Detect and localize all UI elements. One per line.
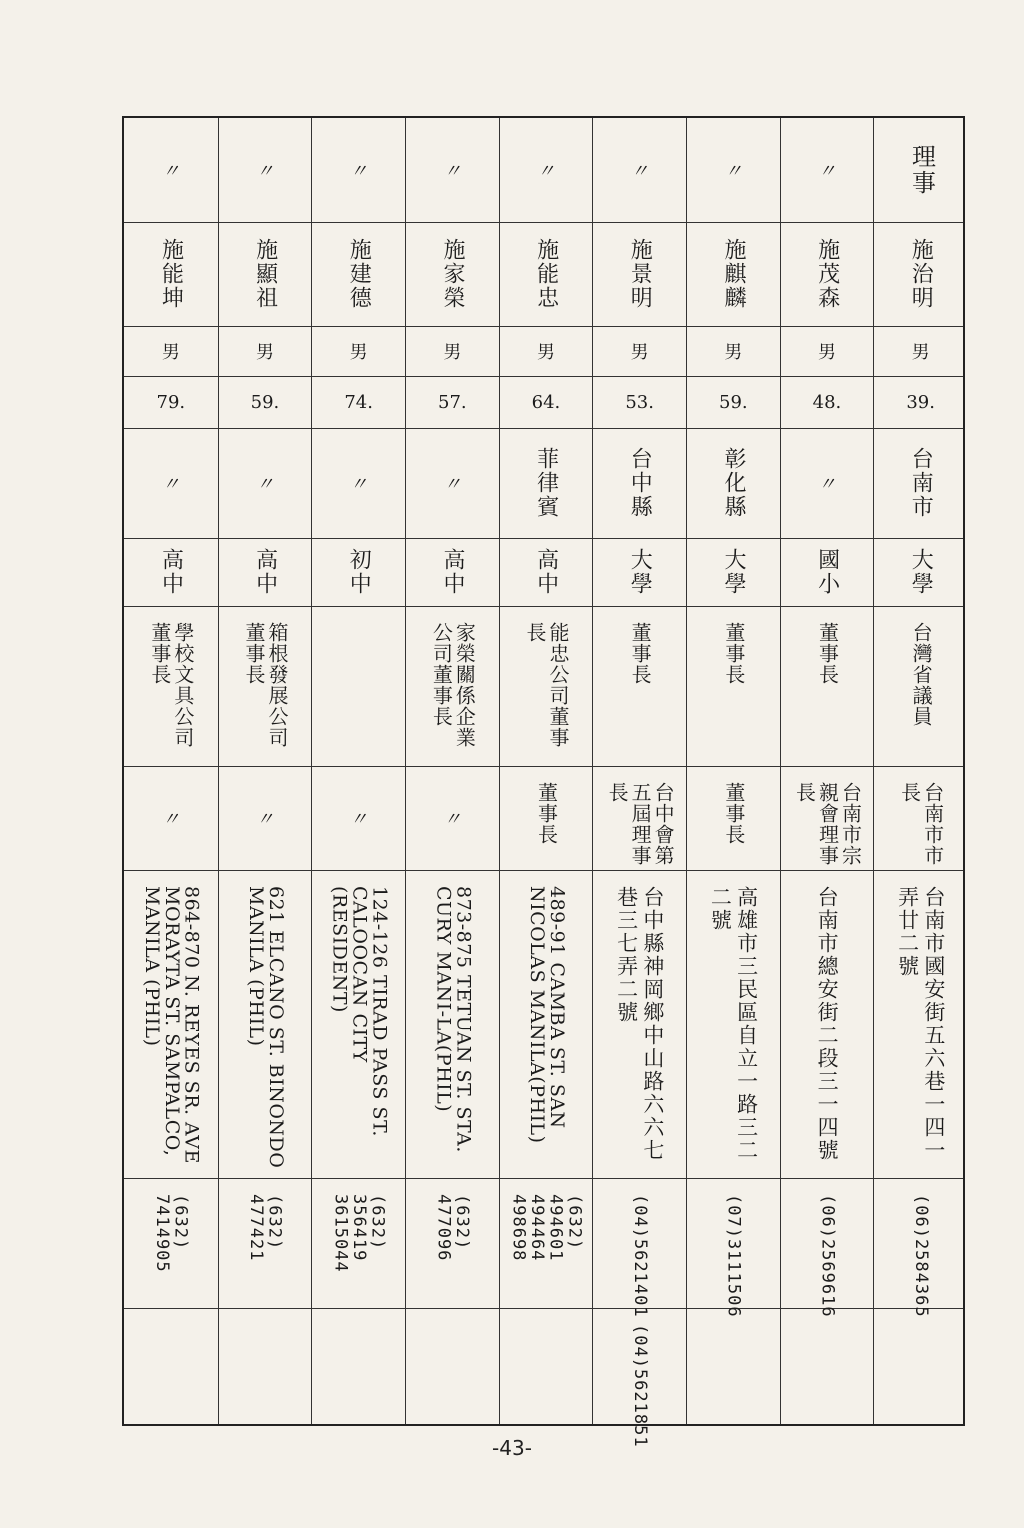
cell-address [781, 870, 874, 1178]
position-text: 台南市宗親會理事長 [792, 782, 863, 866]
sex-text: 男 [161, 342, 180, 363]
cell-age [124, 376, 218, 428]
table-column [405, 118, 499, 1424]
cell-position [593, 766, 686, 870]
cell-occupation [312, 606, 405, 766]
position-text: 〃 [255, 809, 274, 830]
cell-education [219, 538, 312, 606]
cell-age [874, 376, 967, 428]
address-text: 621 ELCANO ST. BINONDO MANILA (PHIL) [244, 886, 287, 1169]
cell-position [500, 766, 593, 870]
native-text: 〃 [161, 474, 180, 495]
cell-title [500, 118, 593, 222]
cell-native [219, 428, 312, 538]
cell-sex [124, 326, 218, 376]
position-text: 董事長 [721, 782, 746, 845]
position-text: 〃 [161, 809, 180, 830]
phone-text: (06)2584365 [911, 1194, 931, 1318]
cell-position [687, 766, 780, 870]
cell-title [406, 118, 499, 222]
phone-text: (632) 356419 3615044 [330, 1194, 388, 1273]
cell-phone [593, 1178, 686, 1318]
native-text: 彰化縣 [720, 447, 746, 519]
cell-sex [406, 326, 499, 376]
cell-age [500, 376, 593, 428]
name-text: 施麒麟 [720, 238, 746, 310]
cell-education [781, 538, 874, 606]
cell-sex [312, 326, 405, 376]
education-text: 高中 [158, 548, 184, 596]
phone-text: (07)3111506 [723, 1194, 744, 1318]
position-text: 董事長 [534, 782, 559, 845]
title-text: 〃 [161, 161, 180, 182]
native-text: 台南市 [908, 447, 934, 519]
cell-phone [124, 1178, 218, 1308]
education-text: 大學 [720, 548, 746, 596]
cell-address [124, 870, 218, 1178]
occupation-text: 台灣省議員 [909, 622, 934, 727]
table-column [780, 118, 874, 1424]
table-column [311, 118, 405, 1424]
name-text: 施建德 [346, 238, 372, 310]
cell-sex [500, 326, 593, 376]
cell-native [593, 428, 686, 538]
title-text: 〃 [817, 161, 836, 182]
title-text: 〃 [349, 161, 368, 182]
cell-native [781, 428, 874, 538]
table-column [218, 118, 312, 1424]
table-column [873, 118, 967, 1424]
address-text: 489-91 CAMBA ST. SAN NICOLAS MANILA(PHIL) [525, 886, 568, 1144]
address-text: 864-870 N. REYES SR. AVE MORAYTA ST. SAMPALCO, MANILA (PHIL) [140, 886, 203, 1164]
page-number: -43- [492, 1436, 532, 1460]
cell-address [406, 870, 499, 1178]
address-text: 台南市總安街二段三一四號 [815, 886, 840, 1162]
cell-title [219, 118, 312, 222]
cell-native [312, 428, 405, 538]
cell-sex [781, 326, 874, 376]
age-text: 74. [344, 391, 373, 413]
phone-text: (632) 7414905 [151, 1194, 191, 1273]
name-text: 施家榮 [439, 238, 465, 310]
cell-sex [874, 326, 967, 376]
name-text: 施能坤 [158, 238, 184, 310]
cell-extra [687, 1308, 780, 1428]
cell-native [124, 428, 218, 538]
cell-age [593, 376, 686, 428]
address-text: 台南市國安街五六巷一四一弄廿二號 [895, 886, 946, 1162]
cell-name [874, 222, 967, 326]
cell-address [219, 870, 312, 1178]
table-column [592, 118, 686, 1448]
cell-address [312, 870, 405, 1178]
cell-phone [874, 1178, 967, 1318]
title-text: 〃 [630, 161, 649, 182]
cell-sex [219, 326, 312, 376]
position-text: 台南市市長 [897, 782, 945, 866]
name-text: 施茂森 [814, 238, 840, 310]
sex-text: 男 [443, 342, 462, 363]
title-text: 〃 [255, 161, 274, 182]
cell-address [687, 870, 780, 1178]
cell-name [500, 222, 593, 326]
cell-extra [124, 1308, 218, 1428]
occupation-text: 董事長 [815, 622, 840, 685]
cell-occupation [219, 606, 312, 766]
cell-phone [687, 1178, 780, 1318]
age-text: 57. [438, 391, 467, 413]
cell-position [781, 766, 874, 870]
native-text: 〃 [817, 474, 836, 495]
cell-extra [500, 1308, 593, 1428]
occupation-text: 家榮關係企業公司董事長 [429, 622, 477, 748]
native-text: 菲律賓 [533, 447, 559, 519]
cell-position [124, 766, 218, 870]
occupation-text: 董事長 [628, 622, 653, 685]
native-text: 台中縣 [627, 447, 653, 519]
cell-native [687, 428, 780, 538]
address-text: 873-875 TETUAN ST. STA. CURY MANI-LA(PHIL) [432, 886, 475, 1153]
cell-name [124, 222, 218, 326]
cell-position [406, 766, 499, 870]
cell-title [593, 118, 686, 222]
cell-title [687, 118, 780, 222]
cell-phone [312, 1178, 405, 1308]
native-text: 〃 [443, 474, 462, 495]
sex-text: 男 [255, 342, 274, 363]
cell-position [874, 766, 967, 870]
cell-age [687, 376, 780, 428]
cell-extra [219, 1308, 312, 1428]
cell-education [874, 538, 967, 606]
cell-education [312, 538, 405, 606]
cell-name [312, 222, 405, 326]
sex-text: 男 [630, 342, 649, 363]
cell-address [593, 870, 686, 1178]
cell-extra [406, 1308, 499, 1428]
cell-name [219, 222, 312, 326]
cell-extra [593, 1308, 686, 1448]
cell-native [500, 428, 593, 538]
cell-extra [312, 1308, 405, 1428]
education-text: 高中 [533, 548, 559, 596]
table-column [499, 118, 593, 1424]
cell-title [781, 118, 874, 222]
extra-text: (04)5621851 [630, 1324, 650, 1448]
cell-name [406, 222, 499, 326]
education-text: 國小 [814, 548, 840, 596]
sex-text: 男 [817, 342, 836, 363]
education-text: 大學 [908, 548, 934, 596]
sex-text: 男 [911, 342, 930, 363]
cell-title [124, 118, 218, 222]
education-text: 高中 [252, 548, 278, 596]
cell-sex [593, 326, 686, 376]
cell-address [500, 870, 593, 1178]
name-text: 施治明 [908, 238, 934, 310]
position-text: 〃 [349, 809, 368, 830]
cell-occupation [874, 606, 967, 766]
cell-age [312, 376, 405, 428]
cell-occupation [593, 606, 686, 766]
cell-occupation [500, 606, 593, 766]
native-text: 〃 [255, 474, 274, 495]
cell-education [687, 538, 780, 606]
occupation-text: 能忠公司董事長 [522, 622, 570, 748]
cell-position [219, 766, 312, 870]
cell-occupation [687, 606, 780, 766]
cell-age [406, 376, 499, 428]
cell-address [874, 870, 967, 1178]
cell-extra [874, 1308, 967, 1428]
phone-text: (632) 477096 [433, 1194, 473, 1262]
sex-text: 男 [536, 342, 555, 363]
cell-occupation [406, 606, 499, 766]
cell-name [593, 222, 686, 326]
age-text: 59. [250, 391, 280, 413]
cell-phone [219, 1178, 312, 1308]
cell-native [406, 428, 499, 538]
native-text: 〃 [349, 474, 368, 495]
cell-age [219, 376, 312, 428]
education-text: 大學 [627, 548, 653, 596]
table-column [686, 118, 780, 1424]
age-text: 64. [531, 391, 561, 413]
position-text: 〃 [443, 809, 462, 830]
table-column [124, 118, 218, 1424]
cell-education [500, 538, 593, 606]
address-text: 台中縣神岡鄉中山路六六七巷三七弄二號 [614, 886, 665, 1162]
sex-text: 男 [724, 342, 743, 363]
occupation-text: 董事長 [721, 622, 746, 685]
phone-text: (04)5621401 [630, 1194, 650, 1318]
phone-text: (06)2569616 [817, 1194, 838, 1318]
age-text: 39. [906, 391, 935, 413]
cell-age [781, 376, 874, 428]
cell-native [874, 428, 967, 538]
cell-title [874, 118, 967, 222]
title-text: 〃 [443, 161, 462, 182]
occupation-text: 箱根發展公司董事長 [241, 622, 289, 748]
cell-title [312, 118, 405, 222]
title-text: 理事 [907, 144, 936, 196]
cell-sex [687, 326, 780, 376]
cell-name [781, 222, 874, 326]
age-text: 59. [719, 391, 748, 413]
age-text: 53. [625, 391, 654, 413]
cell-extra [781, 1308, 874, 1428]
phone-text: (632) 494601 494464 498698 [508, 1194, 585, 1262]
address-text: 高雄市三民區自立一路三二二號 [708, 886, 759, 1162]
cell-education [124, 538, 218, 606]
age-text: 79. [156, 391, 186, 413]
cell-education [593, 538, 686, 606]
name-text: 施景明 [627, 238, 653, 310]
sex-text: 男 [349, 342, 368, 363]
cell-phone [500, 1178, 593, 1308]
occupation-text: 學校文具公司董事長 [147, 622, 195, 748]
member-table [122, 116, 965, 1448]
cell-occupation [124, 606, 218, 766]
phone-text: (632) 477421 [245, 1194, 285, 1262]
education-text: 初中 [346, 548, 372, 596]
cell-occupation [781, 606, 874, 766]
name-text: 施能忠 [533, 238, 559, 310]
title-text: 〃 [724, 161, 743, 182]
title-text: 〃 [536, 161, 555, 182]
education-text: 高中 [439, 548, 465, 596]
address-text: 124-126 TIRAD PASS ST. CALOOCAN CITY (RESIDENT) [328, 886, 391, 1137]
name-text: 施顯祖 [252, 238, 278, 310]
cell-phone [406, 1178, 499, 1308]
age-text: 48. [812, 391, 842, 413]
cell-position [312, 766, 405, 870]
position-text: 台中會第五屆理事長 [605, 782, 676, 866]
cell-phone [781, 1178, 874, 1318]
cell-name [687, 222, 780, 326]
cell-education [406, 538, 499, 606]
